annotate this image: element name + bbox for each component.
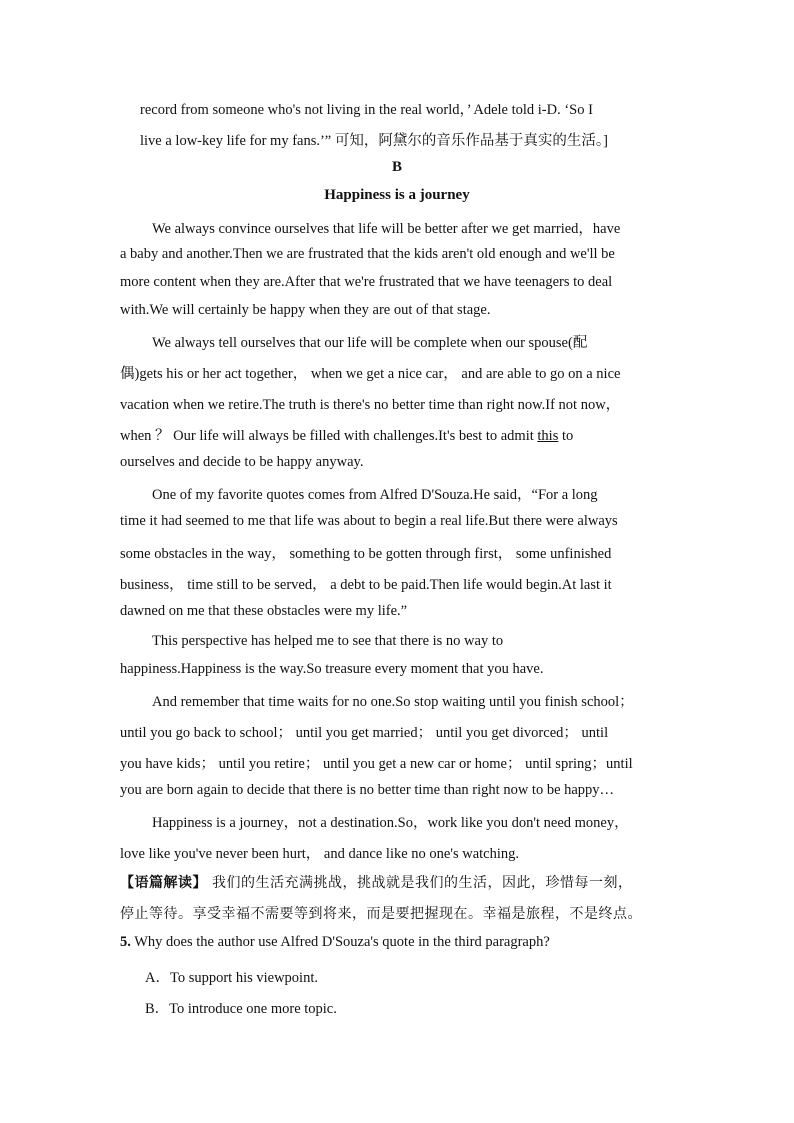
interpretation-line-2: 停止等待。享受幸福不需要等到将来，而是要把握现在。幸福是旅程，不是终点。 xyxy=(120,906,642,922)
section-letter: B xyxy=(391,159,402,175)
paragraph-line: happiness.Happiness is the way.So treasure every moment that you have. xyxy=(120,661,544,677)
interpretation-text: 我们的生活充满挑战，挑战就是我们的生活，因此，珍惜每一刻， xyxy=(207,875,633,891)
paragraph-line: you have kids； until you retire； until you get a new car or home； until spring；until xyxy=(120,756,633,772)
paragraph-line: ourselves and decide to be happy anyway. xyxy=(120,454,364,470)
paragraph-line: Happiness is a journey，not a destination.So，work like you don't need money， xyxy=(152,815,629,831)
paragraph-line: This perspective has helped me to see that there is no way to xyxy=(152,633,504,649)
paragraph-line: business， time still to be served， a debt to be paid.Then life would begin.At last it xyxy=(120,577,612,593)
paragraph-line: 偶)gets his or her act together， when we get a nice car， and are able to go on a nice xyxy=(120,366,621,382)
paragraph-line: some obstacles in the way， something to be gotten through first， some unfinished xyxy=(120,546,612,562)
top-line-2: live a low-key life for my fans.’” 可知，阿黛尔的音乐作品基于真实的生活。] xyxy=(140,133,608,149)
paragraph-line: time it had seemed to me that life was about to begin a real life.But there were always xyxy=(120,513,618,529)
paragraph-line: And remember that time waits for no one.So stop waiting until you finish school； xyxy=(152,694,634,710)
paragraph-line: vacation when we retire.The truth is there's no better time than right now.If not now， xyxy=(120,397,621,413)
paragraph-text: when ？ Our life will always be filled with challenges.It's best to admit xyxy=(120,428,534,444)
paragraph-line: with.We will certainly be happy when they are out of that stage. xyxy=(120,302,491,318)
underline-suffix: to xyxy=(558,428,574,444)
paragraph-line: a baby and another.Then we are frustrated that the kids aren't old enough and we'll be xyxy=(120,246,615,262)
underlined-word: this xyxy=(537,428,559,444)
paragraph-line: until you go back to school； until you get married； until you get divorced； until xyxy=(120,725,609,741)
option-b[interactable]: B．To introduce one more topic. xyxy=(145,1001,337,1017)
paragraph-line: We always convince ourselves that life will be better after we get married，have xyxy=(152,221,621,237)
paragraph-line: One of my favorite quotes comes from Alfred D'Souza.He said，“For a long xyxy=(152,487,598,503)
paragraph-line: We always tell ourselves that our life will be complete when our spouse(配 xyxy=(152,335,588,351)
option-a[interactable]: A．To support his viewpoint. xyxy=(145,970,318,986)
interpretation-label: 【语篇解读】 xyxy=(120,875,207,891)
question-5 xyxy=(120,934,676,951)
paragraph-line: love like you've never been hurt， and dance like no one's watching. xyxy=(120,846,520,862)
question-text: Why does the author use Alfred D'Souza's quote in the third paragraph? xyxy=(134,934,550,950)
interpretation-line-1 xyxy=(120,872,676,892)
paragraph-line-with-underline xyxy=(120,424,676,445)
paragraph-line: more content when they are.After that we're frustrated that we have teenagers to deal xyxy=(120,274,613,290)
question-number: 5. xyxy=(120,934,131,950)
passage-title: Happiness is a journey xyxy=(324,187,470,203)
top-line-1: record from someone who's not living in the real world，’ Adele told i-D. ‘So I xyxy=(140,102,593,118)
paragraph-line: you are born again to decide that there is no better time than right now to be happy… xyxy=(120,782,615,798)
paragraph-line: dawned on me that these obstacles were my life.” xyxy=(120,603,408,619)
